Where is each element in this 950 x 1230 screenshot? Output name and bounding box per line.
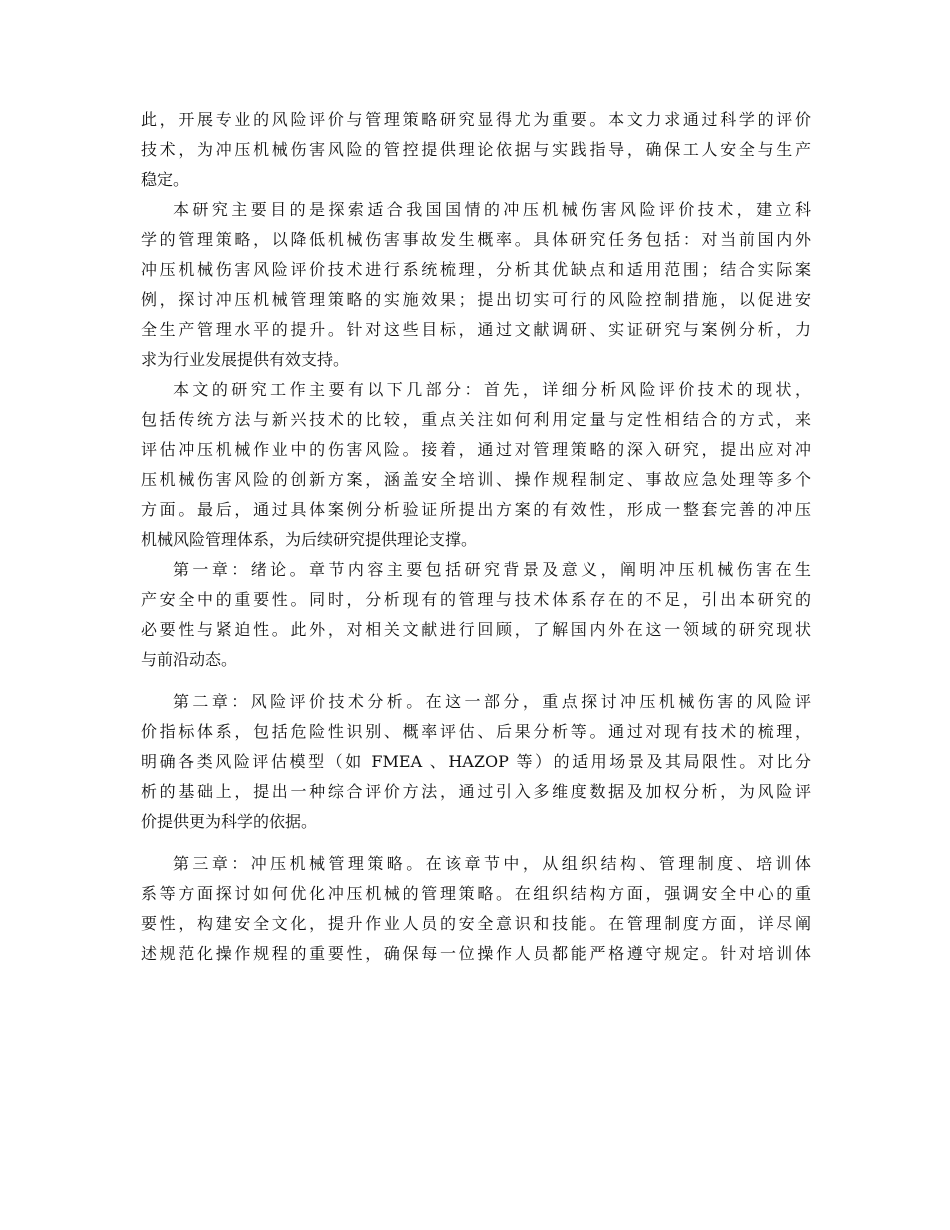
text-line: 第二章：风险评价技术分析。在这一部分，重点探讨冲压机械伤害的风险评 <box>173 692 811 711</box>
text-line: 与前沿动态。 <box>141 650 238 669</box>
text-line: 此，开展专业的风险评价与管理策略研究显得尤为重要。本文力求通过科学的评价 <box>141 110 811 129</box>
paragraph-research-work <box>141 375 811 555</box>
text-line: 评估冲压机械作业中的伤害风险。接着，通过对管理策略的深入研究，提出应对冲 <box>141 440 811 459</box>
text-line: 技术，为冲压机械伤害风险的管控提供理论依据与实践指导，确保工人安全与生产 <box>141 140 811 159</box>
text-line: 方面。最后，通过具体案例分析验证所提出方案的有效性，形成一整套完善的冲压 <box>141 500 811 519</box>
document-body <box>141 105 811 969</box>
text-line: 第三章：冲压机械管理策略。在该章节中，从组织结构、管理制度、培训体 <box>173 854 811 873</box>
text-line: 第一章：绪论。章节内容主要包括研究背景及意义，阐明冲压机械伤害在生 <box>173 560 811 579</box>
text-line: 价提供更为科学的依据。 <box>141 812 318 831</box>
text-line: 冲压机械伤害风险评价技术进行系统梳理，分析其优缺点和适用范围；结合实际案 <box>141 260 811 279</box>
paragraph-chapter-three <box>141 849 811 969</box>
text-line: 价指标体系，包括危险性识别、概率评估、后果分析等。通过对现有技术的梳理， <box>141 722 811 741</box>
paragraph-research-purpose <box>141 195 811 375</box>
text-line: 稳定。 <box>141 170 190 189</box>
text-line: 述规范化操作规程的重要性，确保每一位操作人员都能严格遵守规定。针对培训体 <box>141 944 811 963</box>
text-line: 求为行业发展提供有效支持。 <box>141 350 350 369</box>
text-line: 本研究主要目的是探索适合我国国情的冲压机械伤害风险评价技术，建立科 <box>173 200 811 219</box>
text-line: 产安全中的重要性。同时，分析现有的管理与技术体系存在的不足，引出本研究的 <box>141 590 811 609</box>
paragraph-spacer <box>141 675 811 687</box>
paragraph-continuation <box>141 105 811 195</box>
text-line: 析的基础上，提出一种综合评价方法，通过引入多维度数据及加权分析，为风险评 <box>141 782 811 801</box>
paragraph-chapter-two <box>141 687 811 837</box>
paragraph-chapter-one <box>141 555 811 675</box>
text-line: 包括传统方法与新兴技术的比较，重点关注如何利用定量与定性相结合的方式，来 <box>141 410 811 429</box>
text-line: 明确各类风险评估模型（如 FMEA 、HAZOP 等）的适用场景及其局限性。对比分 <box>141 752 811 771</box>
text-line: 压机械伤害风险的创新方案，涵盖安全培训、操作规程制定、事故应急处理等多个 <box>141 470 811 489</box>
text-line: 系等方面探讨如何优化冲压机械的管理策略。在组织结构方面，强调安全中心的重 <box>141 884 811 903</box>
paragraph-spacer <box>141 837 811 849</box>
text-line: 全生产管理水平的提升。针对这些目标，通过文献调研、实证研究与案例分析，力 <box>141 320 811 339</box>
text-line: 必要性与紧迫性。此外，对相关文献进行回顾，了解国内外在这一领域的研究现状 <box>141 620 811 639</box>
text-line: 机械风险管理体系，为后续研究提供理论支撑。 <box>141 530 478 549</box>
text-line: 本文的研究工作主要有以下几部分：首先，详细分析风险评价技术的现状， <box>173 380 811 399</box>
text-line: 例，探讨冲压机械管理策略的实施效果；提出切实可行的风险控制措施，以促进安 <box>141 290 811 309</box>
text-line: 要性，构建安全文化，提升作业人员的安全意识和技能。在管理制度方面，详尽阐 <box>141 914 811 933</box>
text-line: 学的管理策略，以降低机械伤害事故发生概率。具体研究任务包括：对当前国内外 <box>141 230 811 249</box>
